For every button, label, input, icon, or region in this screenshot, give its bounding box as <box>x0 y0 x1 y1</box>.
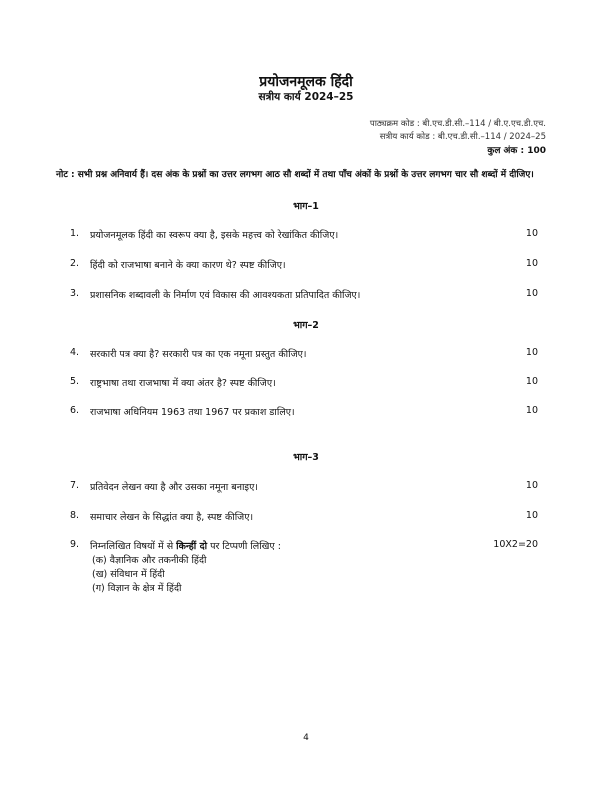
part-heading: भाग–3 <box>293 452 319 463</box>
part-heading: भाग–2 <box>293 320 319 331</box>
question-text: प्रशासनिक शब्दावली के निर्माण एवं विकास की आवश्यकता प्रतिपादित कीजिए। <box>90 290 361 301</box>
question-text: राजभाषा अधिनियम 1963 तथा 1967 पर प्रकाश डालिए। <box>90 407 295 418</box>
question-marks: 10 <box>525 288 538 299</box>
question-marks: 10 <box>525 376 538 387</box>
document-title: प्रयोजनमूलक हिंदी <box>259 74 353 90</box>
question-text <box>90 539 281 552</box>
option-item: (ख) संविधान में हिंदी <box>92 569 165 580</box>
total-marks: कुल अंक : 100 <box>487 146 546 156</box>
question-number: 4. <box>70 347 80 358</box>
option-item: (ग) विज्ञान के क्षेत्र में हिंदी <box>92 583 182 594</box>
question-text: समाचार लेखन के सिद्धांत क्या है, स्पष्ट कीजिए। <box>90 512 254 523</box>
question-number: 7. <box>70 480 80 491</box>
question-number: 6. <box>70 405 80 416</box>
question-text-part: पर टिप्पणी लिखिए : <box>207 541 281 552</box>
question-marks: 10 <box>525 405 538 416</box>
question-marks: 10X2=20 <box>493 539 538 550</box>
page-number: 4 <box>303 733 309 743</box>
document-subtitle: सत्रीय कार्य 2024–25 <box>258 91 354 103</box>
question-text-emphasis: किन्हीं दो <box>176 541 208 552</box>
question-text: प्रतिवेदन लेखन क्या है और उसका नमूना बनाइए। <box>90 482 258 493</box>
question-text: सरकारी पत्र क्या है? सरकारी पत्र का एक नमूना प्रस्तुत कीजिए। <box>90 349 307 360</box>
question-text: हिंदी को राजभाषा बनाने के क्या कारण थे? स्पष्ट कीजिए। <box>90 260 286 271</box>
question-number: 2. <box>70 258 80 269</box>
option-item: (क) वैज्ञानिक और तकनीकी हिंदी <box>92 555 207 566</box>
question-number: 3. <box>70 288 80 299</box>
question-text-part: निम्नलिखित विषयों में से <box>90 541 177 552</box>
question-number: 5. <box>70 376 80 387</box>
question-text: प्रयोजनमूलक हिंदी का स्वरूप क्या है, इसके महत्त्व को रेखांकित कीजिए। <box>90 230 339 241</box>
question-marks: 10 <box>525 480 538 491</box>
instructions-note: नोट : सभी प्रश्न अनिवार्य हैं। दस अंक के प्रश्नों का उत्तर लगभग आठ सौ शब्दों में तथा पाँच अंकों के प्रश्नों के उत्तर लगभग चार सौ शब्दों में दीजिए। <box>56 170 534 180</box>
question-marks: 10 <box>525 228 538 239</box>
part-heading: भाग–1 <box>293 201 319 212</box>
question-number: 1. <box>70 228 80 239</box>
question-marks: 10 <box>525 347 538 358</box>
question-number: 9. <box>70 539 80 550</box>
course-code: पाठ्यक्रम कोड : बी.एच.डी.सी.–114 / बी.ए.एच.डी.एच. <box>369 119 546 129</box>
question-marks: 10 <box>525 258 538 269</box>
question-marks: 10 <box>525 510 538 521</box>
question-text: राष्ट्रभाषा तथा राजभाषा में क्या अंतर है? स्पष्ट कीजिए। <box>90 378 276 389</box>
question-number: 8. <box>70 510 80 521</box>
assignment-code: सत्रीय कार्य कोड : बी.एच.डी.सी.–114 / 2024–25 <box>379 132 546 142</box>
